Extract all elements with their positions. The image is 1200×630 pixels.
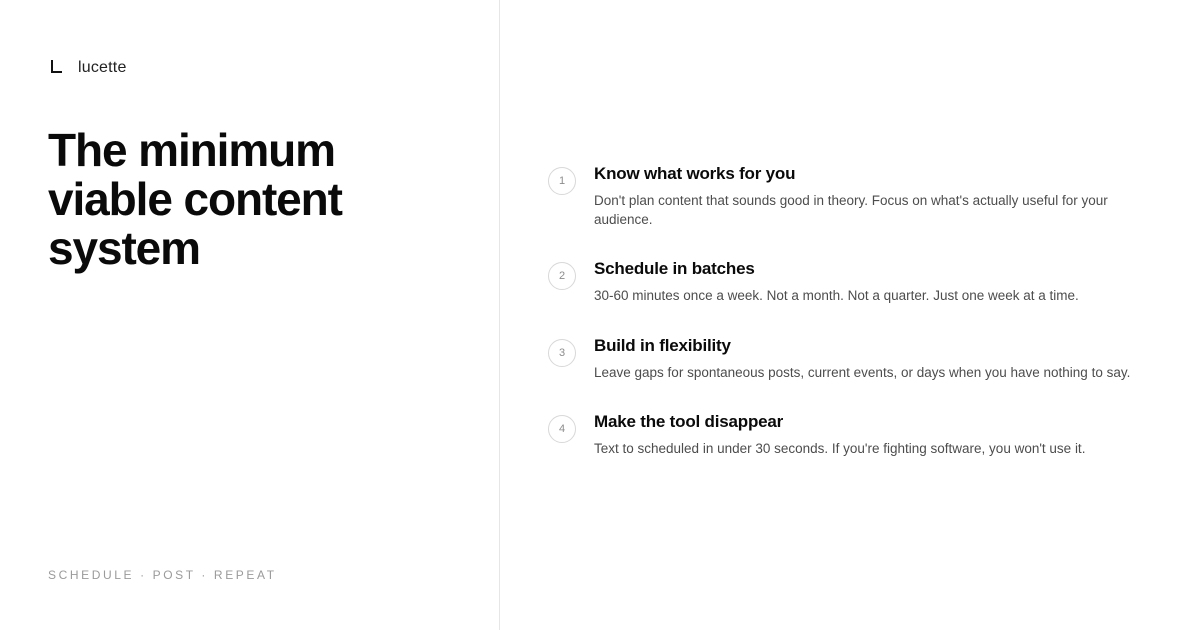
step-description: 30-60 minutes once a week. Not a month. Not a quarter. Just one week at a time. xyxy=(594,288,1079,304)
step-description: Text to scheduled in under 30 seconds. If you're fighting software, you won't use it. xyxy=(594,440,1086,456)
step-body xyxy=(594,259,1148,305)
step-description: Leave gaps for spontaneous posts, current events, or days when you have nothing to say. xyxy=(594,364,1131,380)
step-number-badge: 3 xyxy=(548,339,576,367)
list-item xyxy=(548,336,1148,382)
corner-bracket-logo-icon xyxy=(48,59,66,77)
step-body xyxy=(594,336,1148,382)
step-title: Build in flexibility xyxy=(594,335,731,355)
step-title: Know what works for you xyxy=(594,164,796,184)
step-number-badge: 4 xyxy=(548,415,576,443)
step-body xyxy=(594,412,1148,458)
step-description: Don't plan content that sounds good in theory. Focus on what's actually useful for your audience. xyxy=(594,193,1108,228)
step-title: Make the tool disappear xyxy=(594,411,784,431)
page-title: The minimum viable content system xyxy=(48,124,342,274)
step-number-badge: 2 xyxy=(548,262,576,290)
footer-tagline: SCHEDULE · POST · REPEAT xyxy=(48,568,277,582)
brand xyxy=(48,56,451,80)
left-panel xyxy=(0,0,500,630)
step-number-badge: 1 xyxy=(548,167,576,195)
step-body xyxy=(594,164,1148,229)
right-panel xyxy=(500,0,1200,630)
list-item xyxy=(548,412,1148,458)
list-item xyxy=(548,259,1148,305)
list-item xyxy=(548,164,1148,229)
brand-name: lucette xyxy=(78,59,127,76)
steps-list xyxy=(548,164,1148,458)
step-title: Schedule in batches xyxy=(594,259,755,279)
